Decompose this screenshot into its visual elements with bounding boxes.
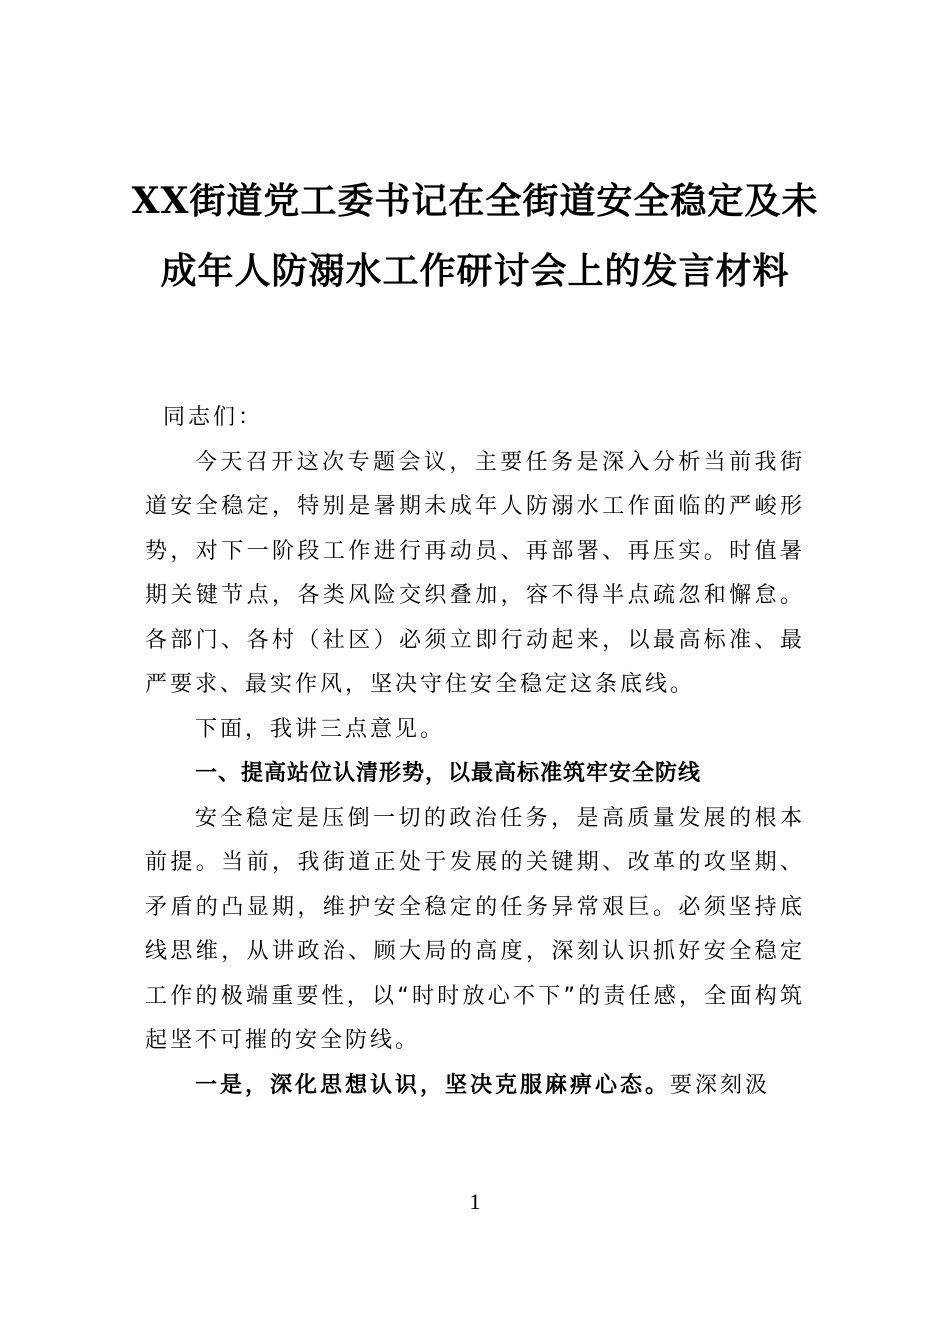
paragraph-intro: 下面，我讲三点意见。 (195, 716, 446, 742)
salutation: 同志们： (163, 405, 264, 430)
paragraph-point-1 (145, 1064, 805, 1109)
title-line-1: XX街道党工委书记在全街道安全稳定及未 (131, 180, 819, 222)
page-number: 1 (469, 1189, 481, 1214)
point-1-lead: 一是，深化思想认识，坚决克服麻痹心态。 (195, 1072, 671, 1098)
paragraph-opening: 今天召开这次专题会议，主要任务是深入分析当前我街道安全稳定，特别是暑期未成年人防溺水工作面临的严峻形势，对下一阶段工作进行再动员、再部署、再压实。时值暑期关键节点，各类风险交织叠加，容不得半点疏忽和懈怠。各部门、各村（社区）必须立即行动起来，以最高标准、最严要求、最实作风，坚决守住安全稳定这条底线。 (145, 449, 805, 697)
paragraph-section-1: 安全稳定是压倒一切的政治任务，是高质量发展的根本前提。当前，我街道正处于发展的关键期、改革的攻坚期、矛盾的凸显期，维护安全稳定的任务异常艰巨。必须坚持底线思维，从讲政治、顾大局的高度，深刻认识抓好安全稳定工作的极端重要性，以“时时放心不下”的责任感，全面构筑起坚不可摧的安全防线。 (145, 805, 805, 1053)
document-body (145, 396, 805, 1108)
section-heading-1: 一、提高站位认清形势，以最高标准筑牢安全防线 (195, 761, 702, 786)
document-title (100, 166, 850, 306)
point-1-text: 要深刻汲 (670, 1072, 771, 1098)
title-line-2: 成年人防溺水工作研讨会上的发言材料 (160, 250, 790, 292)
